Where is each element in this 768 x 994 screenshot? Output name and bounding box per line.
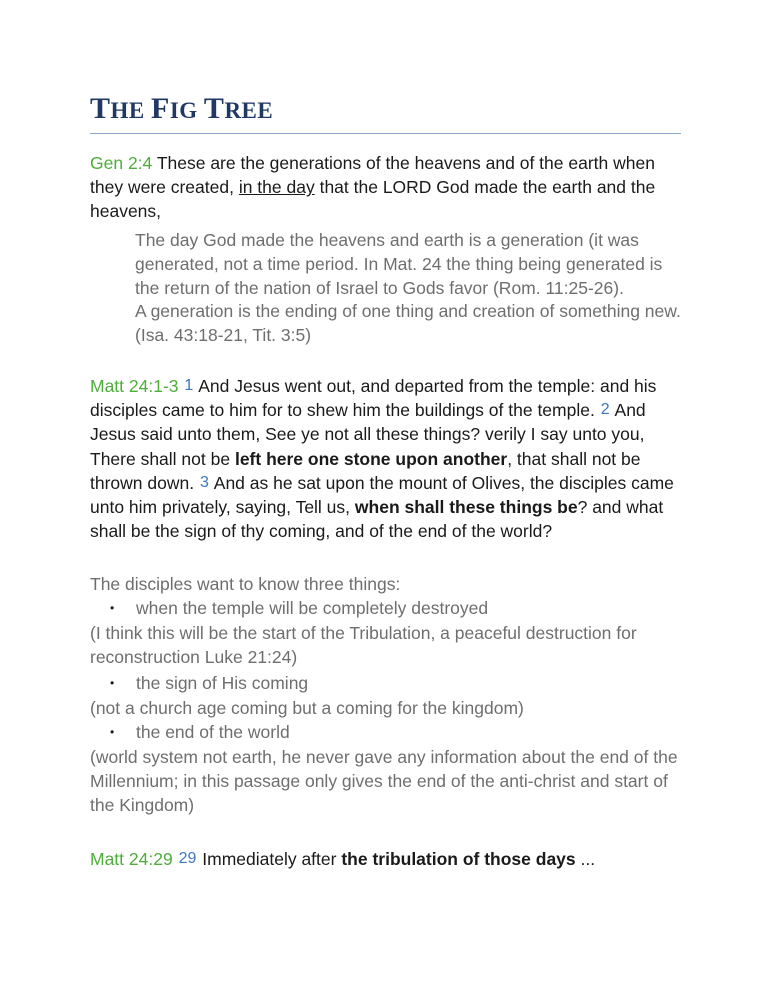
list-note: (I think this will be the start of the Tribulation, a peaceful destruction for reconstruction Luke 21:24) xyxy=(90,623,637,668)
matt-24-29-paragraph: Matt 24:29 29 Immediately after the tribulation of those days ... xyxy=(90,849,596,869)
disciples-intro: The disciples want to know three things: xyxy=(90,574,401,594)
list-item: • the sign of His coming xyxy=(110,671,308,695)
gen-note-1: The day God made the heavens and earth is a generation (it was generated, not a time period. In Mat. 24 the thing being generated is the return of the nation of Israel to Gods favor (Rom. 11:25-26). xyxy=(135,230,663,299)
scripture-ref: Gen 2:4 xyxy=(90,153,153,173)
list-note: (not a church age coming but a coming for the kingdom) xyxy=(90,698,524,718)
matt-24-1-3-paragraph: Matt 24:1-3 1 And Jesus went out, and departed from the temple: and his disciples came to him for to shew him the buildings of the temple. 2 And Jesus said unto them, See ye not all these things? verily I say unto you, There shall not be left here one stone upon another, that shall not be thrown down. 3 And as he sat upon the mount of Olives, the disciples came unto him privately, saying, Tell us, when shall these things be? and what shall be the sign of thy coming, and of the end of the world? xyxy=(90,376,674,542)
bold-phrase: the tribulation of those days xyxy=(341,849,576,869)
scripture-ref: Matt 24:29 xyxy=(90,849,173,869)
list-note: (world system not earth, he never gave any information about the end of the Millennium; in this passage only gives the end of the anti-christ and start of the Kingdom) xyxy=(90,747,678,816)
gen-note-2: A generation is the ending of one thing and creation of something new. (Isa. 43:18-21, Tit. 3:5) xyxy=(135,301,681,346)
page-title: THE FIG TREE xyxy=(90,92,274,125)
verse-number: 2 xyxy=(600,401,610,419)
title-divider xyxy=(90,133,681,134)
list-item: • the end of the world xyxy=(110,720,290,744)
verse-number: 1 xyxy=(184,377,194,394)
bullet-icon: • xyxy=(110,725,115,739)
bold-phrase: left here one stone upon another xyxy=(234,448,508,469)
gen-verse-paragraph: Gen 2:4 These are the generations of the heavens and of the earth when they were created, in the day that the LORD God made the earth and the heavens, xyxy=(90,153,656,222)
list-item: • when the temple will be completely destroyed xyxy=(110,596,488,620)
verse-number: 29 xyxy=(178,850,197,867)
bullet-icon: • xyxy=(110,676,115,690)
bold-phrase: when shall these things be xyxy=(354,497,578,518)
verse-number: 3 xyxy=(199,473,209,491)
bullet-icon: • xyxy=(110,601,115,615)
underlined-phrase: in the day xyxy=(238,177,315,198)
scripture-ref: Matt 24:1-3 xyxy=(90,376,179,396)
